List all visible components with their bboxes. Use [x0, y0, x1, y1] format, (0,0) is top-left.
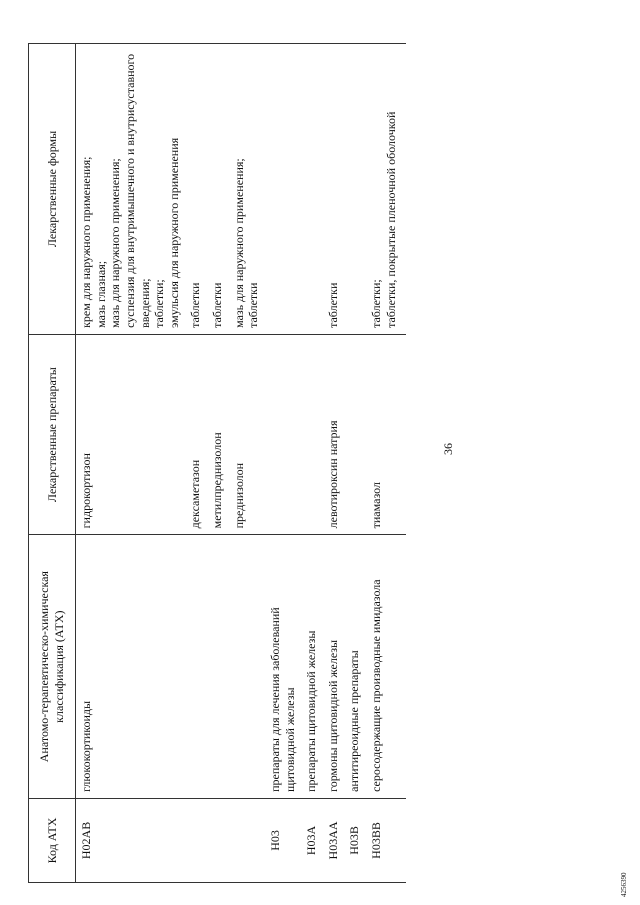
- table-row: [366, 44, 406, 883]
- cell-classification: препараты щитовидной железы: [301, 535, 323, 799]
- cell-code: H02AB: [79, 821, 93, 860]
- table-row: [76, 44, 186, 883]
- cell-code: H03B: [347, 826, 362, 855]
- header-forms: Лекарственные формы: [29, 44, 76, 335]
- table-row: [207, 44, 229, 883]
- table-row: [301, 44, 323, 883]
- cell-drug: метилпреднизолон: [207, 334, 229, 534]
- form-line: мазь для наружного применения;: [108, 158, 123, 328]
- cell-code: H03BB: [369, 822, 383, 859]
- cell-classification: антитиреоидные препараты: [344, 535, 366, 799]
- table-row: [323, 44, 345, 883]
- cell-forms: [301, 44, 323, 335]
- form-line: таблетки: [325, 282, 340, 328]
- cell-code: H03: [267, 830, 282, 851]
- cell-forms: [207, 44, 229, 335]
- document-id: 4256390: [620, 872, 628, 897]
- cell-classification: препараты для лечения заболеваний щитовидной железы: [265, 535, 301, 799]
- cell-forms: [76, 44, 186, 335]
- form-line: крем для наружного применения;: [79, 156, 93, 328]
- form-line: таблетки, покрытые пленочной оболочкой: [383, 111, 398, 328]
- cell-code: [185, 798, 207, 882]
- form-line: таблетки: [188, 282, 203, 328]
- cell-classification: [185, 535, 207, 799]
- cell-drug: гидрокортизон: [76, 334, 186, 534]
- header-classification: Анатомо-терапевтическо-химическая классификация (АТХ): [29, 535, 76, 799]
- page-number: 36: [441, 443, 455, 455]
- form-line: мазь для наружного применения;: [231, 158, 246, 328]
- cell-forms: [185, 44, 207, 335]
- form-line: таблетки;: [152, 279, 167, 328]
- table-row: [344, 44, 366, 883]
- form-line: таблетки: [246, 282, 261, 328]
- table-row: [185, 44, 207, 883]
- cell-drug: [344, 334, 366, 534]
- cell-forms: [265, 44, 301, 335]
- cell-classification: [229, 535, 265, 799]
- cell-drug: [265, 334, 301, 534]
- table-body: [76, 44, 407, 883]
- cell-drug: [301, 334, 323, 534]
- cell-forms: [323, 44, 345, 335]
- cell-drug: левотироксин натрия: [323, 334, 345, 534]
- table-row: [229, 44, 265, 883]
- form-line: таблетки: [210, 282, 224, 328]
- cell-drug: дексаметазон: [185, 334, 207, 534]
- form-line: суспензия для внутримышечного и внутрисуставного введения;: [122, 53, 152, 328]
- form-line: таблетки;: [369, 279, 383, 328]
- table-header-row: [29, 44, 76, 883]
- cell-forms: [229, 44, 265, 335]
- header-code: Код АТХ: [29, 798, 76, 882]
- cell-drug: преднизолон: [229, 334, 265, 534]
- cell-code: H03A: [304, 825, 319, 856]
- header-drugs: Лекарственные препараты: [29, 334, 76, 534]
- cell-classification: гормоны щитовидной железы: [323, 535, 345, 799]
- cell-drug: тиамазол: [366, 334, 406, 534]
- cell-classification: [207, 535, 229, 799]
- cell-forms: [366, 44, 406, 335]
- cell-forms: [344, 44, 366, 335]
- cell-code: [207, 798, 229, 882]
- form-line: эмульсия для наружного применения: [166, 137, 181, 328]
- form-line: мазь глазная;: [93, 260, 108, 328]
- cell-classification: глюкокортикоиды: [76, 535, 186, 799]
- cell-code: [229, 798, 265, 882]
- cell-classification: серосодержащие производные имидазола: [366, 535, 406, 799]
- table-row: [265, 44, 301, 883]
- atc-table: [28, 43, 406, 883]
- cell-code: H03AA: [325, 821, 340, 860]
